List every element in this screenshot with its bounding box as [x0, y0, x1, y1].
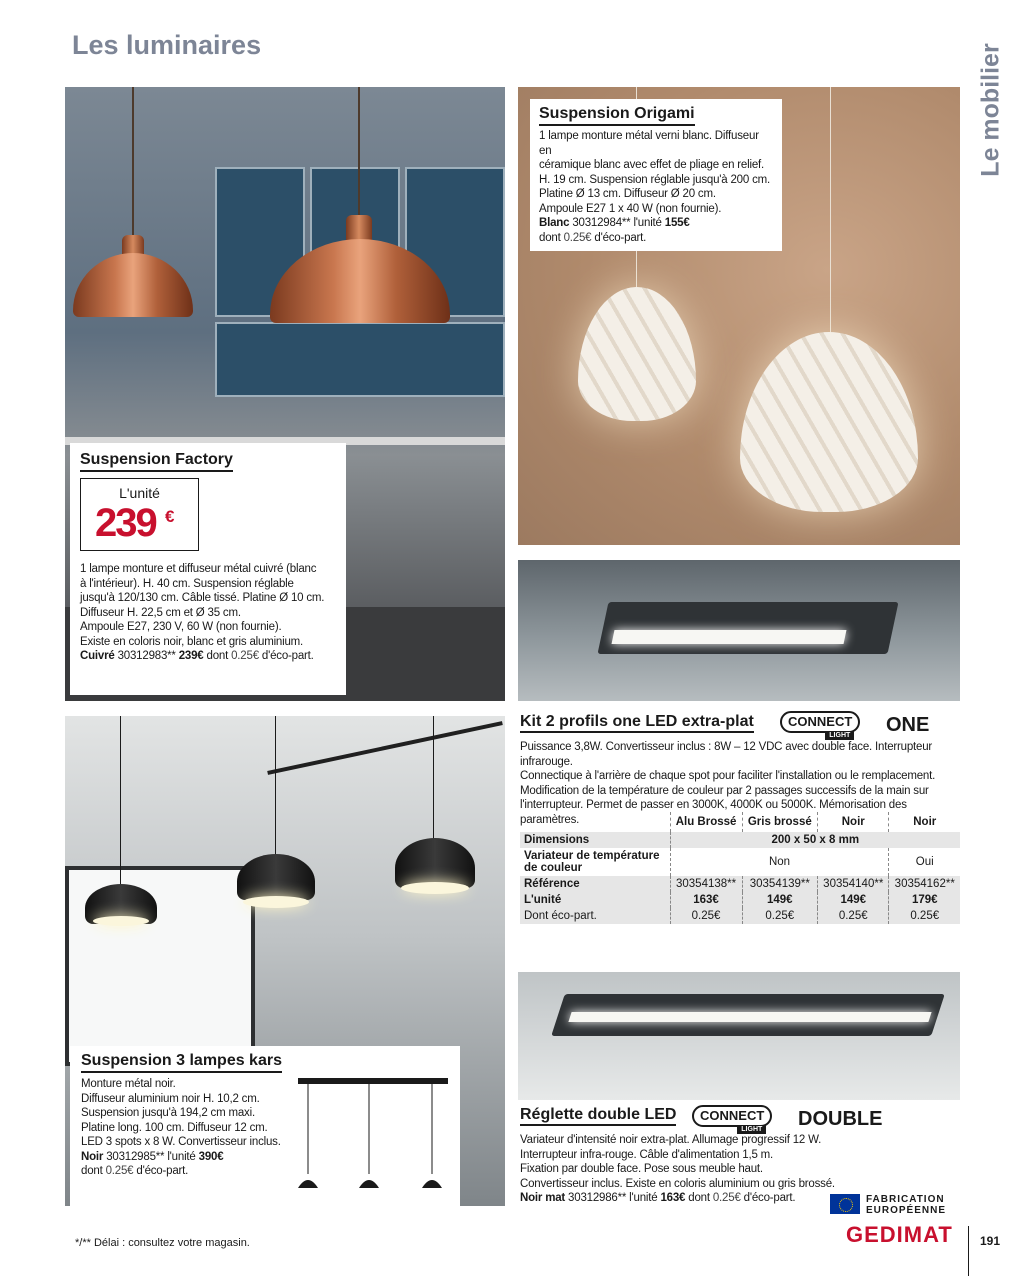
- badge-line: FABRICATION: [866, 1194, 945, 1205]
- table-row: [520, 892, 960, 908]
- eco-prefix: dont: [539, 231, 561, 244]
- desc-line: céramique blanc avec effet de pliage en relief.: [539, 159, 765, 171]
- spec-table: [520, 812, 960, 924]
- price-line: [539, 216, 773, 231]
- price-line: [81, 1150, 301, 1165]
- unit-label: l'unité: [629, 1192, 658, 1204]
- table-cell: Non: [670, 848, 889, 876]
- table-cell: 30354162**: [889, 876, 960, 892]
- unit-label: l'unité: [633, 217, 662, 229]
- one-logo: ONE: [886, 714, 930, 736]
- table-cell: 0.25€: [818, 908, 889, 924]
- led-light-strip: [612, 630, 847, 644]
- section-title-text: Le mobilier: [976, 43, 1005, 177]
- table-cell: 179€: [889, 892, 960, 908]
- column-header: Noir: [889, 812, 960, 832]
- row-label-line: Variateur de température: [524, 850, 660, 862]
- product-description: [539, 129, 773, 245]
- desc-line: Fixation par double face. Pose sous meuble haut.: [520, 1163, 763, 1175]
- desc-line: jusqu'à 120/130 cm. Câble tissé. Platine Ø 10 cm.: [80, 592, 325, 604]
- table-row: [520, 908, 960, 924]
- led-kit-header: [520, 713, 754, 733]
- table-cell: 30354138**: [670, 876, 742, 892]
- desc-line: Puissance 3,8W. Convertisseur inclus : 8W – 12 VDC avec double face. Interrupteur infrarouge.: [520, 741, 933, 768]
- eco-prefix: dont: [206, 650, 229, 662]
- price-amount: 239: [95, 501, 156, 545]
- desc-line: Ampoule E27, 230 V, 60 W (non fournie).: [80, 621, 282, 633]
- column-header: Noir: [818, 812, 889, 832]
- product-title: Suspension Origami: [539, 105, 695, 126]
- connect-light-logo: [780, 711, 860, 739]
- reglette-header: [520, 1106, 676, 1126]
- page-title: Les luminaires: [72, 30, 262, 60]
- price: 239€: [178, 650, 204, 662]
- row-label: Dimensions: [520, 832, 670, 848]
- origami-shade: [740, 332, 918, 512]
- product-description: [80, 562, 342, 664]
- reference: 30312984**: [572, 217, 631, 229]
- row-label-line: de couleur: [524, 862, 583, 874]
- double-logo: DOUBLE: [798, 1108, 883, 1130]
- row-label: Référence: [520, 876, 670, 892]
- price-tag: [80, 478, 199, 551]
- table-cell: 30354139**: [742, 876, 817, 892]
- row-label: Dont éco-part.: [520, 908, 670, 924]
- row-label: L'unité: [520, 892, 670, 908]
- table-cell: 149€: [818, 892, 889, 908]
- table-row: [520, 848, 960, 876]
- product-description: [81, 1077, 301, 1179]
- eu-flag-icon: [830, 1194, 860, 1214]
- table-cell: 0.25€: [742, 908, 817, 924]
- desc-line: Suspension jusqu'à 194,2 cm maxi.: [81, 1107, 255, 1119]
- eco-suffix: d'éco-part.: [594, 231, 647, 244]
- desc-line: Platine long. 100 cm. Diffuseur 12 cm.: [81, 1121, 268, 1134]
- photo-led-profile: [518, 560, 960, 701]
- price-label: L'unité: [119, 485, 160, 501]
- lamp-cord: [358, 87, 360, 217]
- lamp-wire: [830, 87, 831, 337]
- desc-line: à l'intérieur). H. 40 cm. Suspension réglable: [80, 577, 294, 590]
- lamp-cord: [433, 716, 434, 841]
- cabinet-door: [215, 322, 505, 397]
- brand-logo: GEDIMAT: [846, 1222, 953, 1247]
- product-title: Kit 2 profils one LED extra-plat: [520, 713, 754, 733]
- reference: 30312983**: [117, 650, 176, 662]
- unit-label: l'unité: [167, 1150, 196, 1163]
- desc-line: Interrupteur infra-rouge. Câble d'alimentation 1,5 m.: [520, 1148, 774, 1161]
- eco-part: 0.25€: [712, 1192, 741, 1204]
- column-header-empty: [520, 812, 670, 832]
- desc-line: Connectique à l'arrière de chaque spot pour faciliter l'installation ou le remplacement.: [520, 770, 936, 782]
- desc-line: H. 19 cm. Suspension réglable jusqu'à 200 cm.: [539, 173, 770, 186]
- table-cell: 163€: [670, 892, 742, 908]
- logo-text: CONNECT: [700, 1108, 765, 1123]
- table-cell: 30354140**: [818, 876, 889, 892]
- product-title: Réglette double LED: [520, 1106, 676, 1126]
- table-cell: Oui: [889, 848, 960, 876]
- column-header: Alu Brossé: [670, 812, 742, 832]
- desc-line: 1 lampe monture et diffuseur métal cuivré (blanc: [80, 563, 317, 575]
- price-currency: €: [165, 507, 175, 526]
- desc-line: Convertisseur inclus. Existe en coloris aluminium ou gris brossé.: [520, 1177, 835, 1190]
- eco-prefix: dont: [81, 1165, 103, 1177]
- desc-line: 1 lampe monture métal verni blanc. Diffuseur en: [539, 130, 759, 157]
- desc-line: Diffuseur aluminium noir H. 10,2 cm.: [81, 1092, 260, 1105]
- desc-line: Modification de la température de couleur par 2 passages successifs de la main sur: [520, 784, 929, 797]
- table-header: [520, 812, 960, 832]
- product-description: [520, 1133, 840, 1206]
- desc-line: l'interrupteur. Permet de passer en 3000K, 4000K ou 5000K. Mémorisation des paramètres.: [520, 799, 907, 826]
- fabrication-badge: [866, 1194, 946, 1216]
- eco-part: 0.25€: [231, 650, 259, 662]
- table-cell: 0.25€: [670, 908, 742, 924]
- eco-part: 0.25€: [105, 1165, 134, 1177]
- light-glow: [93, 916, 149, 926]
- variant: Noir mat: [520, 1192, 566, 1204]
- table-row: [520, 832, 960, 848]
- badge-line: EUROPÉENNE: [866, 1205, 947, 1216]
- variant: Noir: [81, 1150, 104, 1163]
- product-title: Suspension Factory: [80, 451, 233, 472]
- desc-line: Diffuseur H. 22,5 cm et Ø 35 cm.: [80, 606, 241, 619]
- lamp-cord: [120, 716, 121, 886]
- light-glow: [243, 896, 309, 908]
- eco-line: [539, 231, 773, 246]
- eco-part: 0.25€: [563, 231, 592, 244]
- page-number-rule: [968, 1226, 969, 1276]
- origami-shade: [578, 287, 696, 421]
- eco-suffix: d'éco-part.: [261, 650, 314, 662]
- logo-subtext: LIGHT: [825, 731, 854, 740]
- desc-line: Existe en coloris noir, blanc et gris aluminium.: [80, 635, 304, 648]
- variant: Cuivré: [80, 650, 115, 662]
- photo-reglette: [518, 972, 960, 1100]
- price: 155€: [664, 217, 690, 229]
- reference: 30312985**: [106, 1150, 165, 1163]
- eco-line: [81, 1164, 301, 1179]
- section-title: [976, 30, 1006, 190]
- kars-product-illustration: [296, 1076, 451, 1196]
- row-label: [520, 848, 670, 876]
- desc-line: Ampoule E27 1 x 40 W (non fournie).: [539, 202, 722, 215]
- price: 390€: [198, 1150, 224, 1163]
- black-shade: [237, 854, 315, 900]
- light-glow: [401, 882, 469, 894]
- kars-shade: [359, 1180, 379, 1188]
- lamp-socket: [122, 235, 144, 255]
- desc-line: LED 3 spots x 8 W. Convertisseur inclus.: [81, 1136, 281, 1148]
- kars-shade: [298, 1180, 318, 1188]
- table-row: [520, 876, 960, 892]
- product-origami: [530, 99, 782, 251]
- product-title: Suspension 3 lampes kars: [81, 1052, 282, 1073]
- lamp-cord: [132, 87, 134, 237]
- lamp-socket: [346, 215, 372, 241]
- copper-shade: [73, 253, 193, 317]
- desc-line: Platine Ø 13 cm. Diffuseur Ø 20 cm.: [539, 188, 716, 200]
- led-light-strip: [568, 1012, 931, 1022]
- price: 163€: [660, 1192, 686, 1204]
- footnote: */** Délai : consultez votre magasin.: [75, 1237, 250, 1249]
- eco-prefix: dont: [688, 1192, 710, 1204]
- page-number: 191: [980, 1234, 1001, 1248]
- eco-suffix: d'éco-part.: [743, 1192, 796, 1204]
- connect-light-logo: [692, 1105, 772, 1133]
- desc-line: Monture métal noir.: [81, 1078, 176, 1090]
- kars-shade: [422, 1180, 442, 1188]
- black-shade: [395, 838, 475, 888]
- table-cell: 149€: [742, 892, 817, 908]
- led-profile: [597, 602, 898, 654]
- table-cell: 0.25€: [889, 908, 960, 924]
- price-line: [520, 1191, 840, 1206]
- logo-subtext: LIGHT: [737, 1125, 766, 1134]
- reference: 30312986**: [568, 1192, 627, 1204]
- ceiling-track: [267, 721, 503, 775]
- price-line: [80, 649, 342, 664]
- desc-line: Variateur d'intensité noir extra-plat. Allumage progressif 12 W.: [520, 1134, 822, 1146]
- column-header: Gris brossé: [742, 812, 817, 832]
- eco-suffix: d'éco-part.: [136, 1165, 189, 1177]
- lamp-cord: [275, 716, 276, 856]
- table-cell: 200 x 50 x 8 mm: [670, 832, 960, 848]
- variant: Blanc: [539, 217, 570, 229]
- logo-text: CONNECT: [788, 714, 853, 729]
- kars-bar: [298, 1078, 448, 1084]
